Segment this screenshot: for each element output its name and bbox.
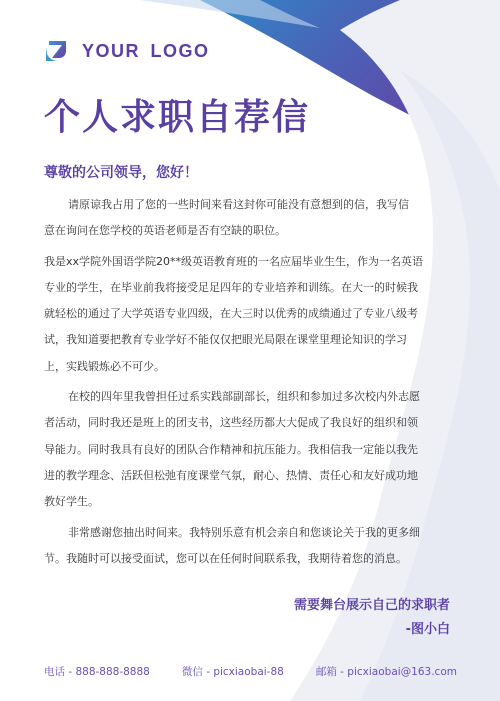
paragraph-3 xyxy=(44,384,446,515)
footer-email: 邮箱 - picxiaobai@163.com xyxy=(315,666,457,678)
logo xyxy=(44,39,210,63)
page-title: 个人求职自荐信 xyxy=(44,97,311,138)
logo-mark-icon xyxy=(44,39,68,63)
contact-footer xyxy=(44,664,457,679)
paragraph-line: 教好学生。 xyxy=(44,495,99,509)
greeting: 尊敬的公司领导，您好！ xyxy=(44,165,198,181)
paragraph-1 xyxy=(44,192,446,245)
signoff-line-1: 需要舞台展示自己的求职者 xyxy=(293,598,450,613)
paragraph-line: 上，实践锻炼必不可少。 xyxy=(44,359,165,373)
paragraph-line: 就轻松的通过了大学英语专业四级，在大三时以优秀的成绩通过了专业八级考 xyxy=(44,307,418,321)
paragraph-line: 意在询问在您学校的英语老师是否有空缺的职位。 xyxy=(44,224,286,238)
paragraph-line: 非常感谢您抽出时间来。我特别乐意有机会亲自和您谈论关于我的更多细 xyxy=(68,525,420,539)
paragraph-line: 在校的四年里我曾担任过系实践部副部长，组织和参加过多次校内外志愿 xyxy=(68,390,420,404)
paragraph-line: 进的教学理念、活跃但松弛有度课堂气氛，耐心、热情、责任心和友好成功地 xyxy=(44,468,418,482)
paragraph-line: 导能力。同时我具有良好的团队合作精神和抗压能力。我相信我一定能以我先 xyxy=(44,442,418,456)
signoff-name: -图小白 xyxy=(405,622,450,637)
paragraph-line: 专业的学生，在毕业前我将接受足足四年的专业培养和训练。在大一的时候我 xyxy=(44,280,418,294)
paragraph-4 xyxy=(44,520,446,572)
signoff xyxy=(294,594,450,642)
paragraph-line: 请原谅我占用了您的一些时间来看这封你可能没有意想到的信，我写信 xyxy=(68,198,409,211)
footer-phone: 电话 - 888-888-8888 xyxy=(44,666,150,678)
paragraph-line: 我是xx学院外国语学院20**级英语教育班的一名应届毕业生生，作为一名英语 xyxy=(44,254,424,268)
letter-body xyxy=(44,192,446,572)
paragraph-line: 节。我随时可以接受面试，您可以在任何时间联系我，我期待着您的消息。 xyxy=(44,551,407,565)
paragraph-2 xyxy=(44,249,446,380)
paragraph-line: 试，我知道要把教育专业学好不能仅仅把眼光局限在课堂里理论知识的学习 xyxy=(44,333,407,347)
logo-text: YOUR LOGO xyxy=(82,40,210,61)
footer-wechat: 微信 - picxiaobai-88 xyxy=(181,666,284,678)
paragraph-line: 者活动，同时我还是班上的团支书，这些经历都大大促成了我良好的组织和领 xyxy=(44,416,418,430)
